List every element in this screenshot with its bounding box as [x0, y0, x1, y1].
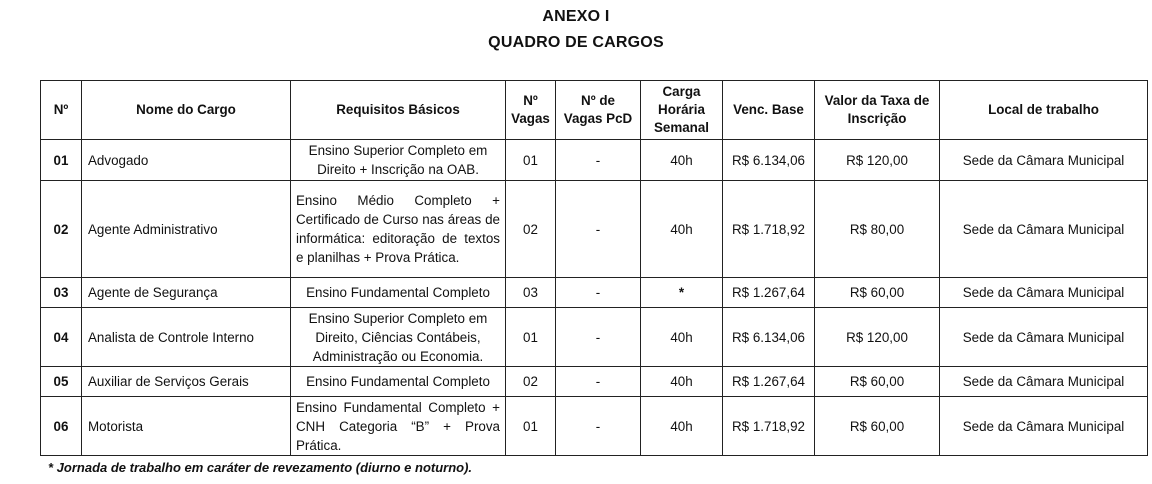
cell-taxa: R$ 80,00: [815, 181, 940, 278]
cell-requisitos: Ensino Fundamental Completo + CNH Categoria “B” + Prova Prática.: [291, 397, 506, 456]
cell-venc: R$ 1.718,92: [723, 397, 815, 456]
table-row: [41, 140, 1148, 181]
cell-local: Sede da Câmara Municipal: [940, 140, 1148, 181]
cell-num: 04: [41, 308, 82, 367]
cell-nome: Auxiliar de Serviços Gerais: [82, 367, 291, 397]
table-title: QUADRO DE CARGOS: [488, 34, 664, 51]
cell-local: Sede da Câmara Municipal: [940, 181, 1148, 278]
cell-requisitos: Ensino Fundamental Completo: [291, 367, 506, 397]
cell-venc: R$ 6.134,06: [723, 308, 815, 367]
col-header-vagas-pcd: Nº de Vagas PcD: [556, 81, 641, 140]
cell-taxa: R$ 120,00: [815, 308, 940, 367]
cell-num: 06: [41, 397, 82, 456]
cell-vagas: 01: [506, 308, 556, 367]
table-row: [41, 278, 1148, 308]
cell-carga: 40h: [641, 367, 723, 397]
cell-carga: *: [641, 278, 723, 308]
cell-vagas: 03: [506, 278, 556, 308]
cell-requisitos: Ensino Superior Completo em Direito + Inscrição na OAB.: [291, 140, 506, 181]
cell-vagas-pcd: -: [556, 308, 641, 367]
cell-vagas: 02: [506, 181, 556, 278]
col-header-requisitos: Requisitos Básicos: [291, 81, 506, 140]
table-row: [41, 397, 1148, 456]
cell-vagas: 01: [506, 140, 556, 181]
footnote: * Jornada de trabalho em caráter de revezamento (diurno e noturno).: [48, 460, 473, 475]
cell-nome: Analista de Controle Interno: [82, 308, 291, 367]
col-header-num: Nº: [41, 81, 82, 140]
cell-taxa: R$ 60,00: [815, 397, 940, 456]
cell-local: Sede da Câmara Municipal: [940, 367, 1148, 397]
cell-num: 03: [41, 278, 82, 308]
cell-carga: 40h: [641, 308, 723, 367]
cell-vagas: 01: [506, 397, 556, 456]
cell-local: Sede da Câmara Municipal: [940, 278, 1148, 308]
cell-local: Sede da Câmara Municipal: [940, 308, 1148, 367]
table-row: [41, 308, 1148, 367]
cell-num: 01: [41, 140, 82, 181]
annex-title: ANEXO I: [542, 8, 610, 25]
cell-num: 02: [41, 181, 82, 278]
cell-requisitos: Ensino Fundamental Completo: [291, 278, 506, 308]
cell-nome: Motorista: [82, 397, 291, 456]
cell-nome: Agente de Segurança: [82, 278, 291, 308]
col-header-local: Local de trabalho: [940, 81, 1148, 140]
cell-vagas-pcd: -: [556, 397, 641, 456]
cell-vagas-pcd: -: [556, 367, 641, 397]
cell-nome: Advogado: [82, 140, 291, 181]
cell-vagas-pcd: -: [556, 140, 641, 181]
cell-carga: 40h: [641, 397, 723, 456]
cell-taxa: R$ 60,00: [815, 278, 940, 308]
cell-taxa: R$ 120,00: [815, 140, 940, 181]
col-header-vagas: Nº Vagas: [506, 81, 556, 140]
table-row: [41, 367, 1148, 397]
cell-taxa: R$ 60,00: [815, 367, 940, 397]
cell-vagas-pcd: -: [556, 181, 641, 278]
col-header-carga: Carga Horária Semanal: [641, 81, 723, 140]
cell-venc: R$ 1.718,92: [723, 181, 815, 278]
cell-local: Sede da Câmara Municipal: [940, 397, 1148, 456]
table-row: [41, 181, 1148, 278]
cell-venc: R$ 1.267,64: [723, 367, 815, 397]
header-row: [41, 81, 1148, 140]
cell-carga: 40h: [641, 140, 723, 181]
col-header-nome: Nome do Cargo: [82, 81, 291, 140]
cell-venc: R$ 1.267,64: [723, 278, 815, 308]
cell-venc: R$ 6.134,06: [723, 140, 815, 181]
cell-requisitos: Ensino Superior Completo em Direito, Ciências Contábeis, Administração ou Economia.: [291, 308, 506, 367]
col-header-taxa: Valor da Taxa de Inscrição: [815, 81, 940, 140]
col-header-venc: Venc. Base: [723, 81, 815, 140]
cell-num: 05: [41, 367, 82, 397]
cell-requisitos: Ensino Médio Completo + Certificado de Curso nas áreas de informática: editoração de textos e planilhas + Prova Prática.: [291, 181, 506, 278]
cell-carga: 40h: [641, 181, 723, 278]
positions-table: [40, 80, 1148, 456]
cell-vagas-pcd: -: [556, 278, 641, 308]
cell-vagas: 02: [506, 367, 556, 397]
cell-nome: Agente Administrativo: [82, 181, 291, 278]
